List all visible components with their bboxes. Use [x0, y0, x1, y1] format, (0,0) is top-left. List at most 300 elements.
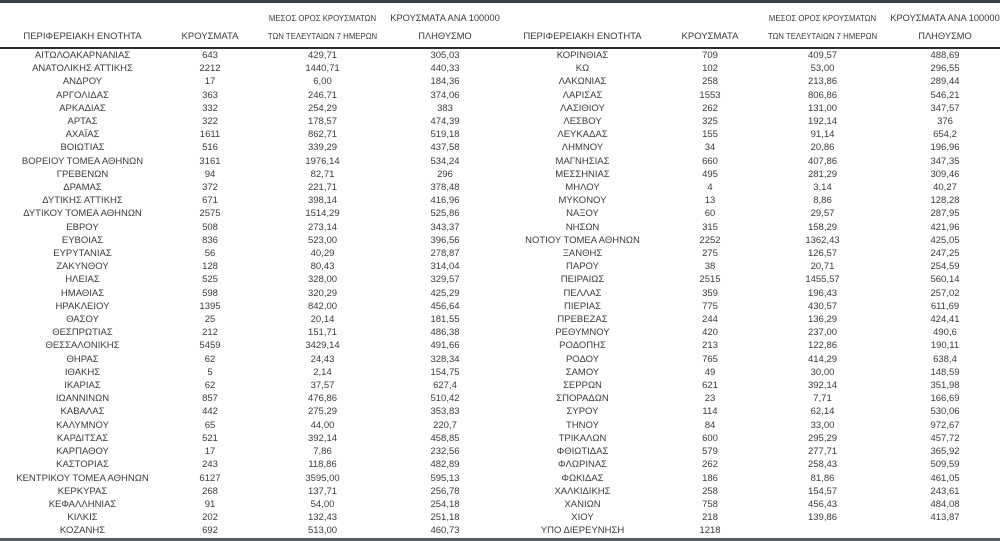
- avg7-value: 132,43: [307, 512, 338, 524]
- header-per100k-line1: ΚΡΟΥΣΜΑΤΑ ΑΝΑ 100000: [390, 13, 500, 23]
- table-row: [0, 392, 500, 405]
- per100k-value: 376: [937, 116, 953, 128]
- table-row: [0, 472, 500, 485]
- cases-value: 5: [207, 366, 213, 378]
- avg7-value: 1514,29: [305, 208, 340, 220]
- per100k-value: 421,96: [930, 221, 960, 233]
- per100k-value: 328,34: [430, 353, 460, 365]
- region-name: ΤΗΝΟΥ: [566, 419, 599, 431]
- avg7-value: 158,29: [807, 221, 838, 233]
- per100k-value: 148,59: [930, 366, 960, 378]
- region-name: ΜΑΓΝΗΣΙΑΣ: [555, 155, 610, 167]
- avg7-value: [755, 524, 890, 537]
- cases-value: 857: [202, 393, 218, 405]
- table-row: [500, 207, 1000, 220]
- region-name: ΗΜΑΘΙΑΣ: [60, 287, 105, 299]
- avg7-value: 131,00: [807, 102, 838, 114]
- region-name: ΚΑΛΥΜΝΟΥ: [56, 419, 109, 431]
- left-table-panel: [0, 3, 500, 538]
- per100k-value: 488,69: [930, 50, 960, 61]
- per100k-value: 486,38: [430, 327, 460, 339]
- region-name: ΘΕΣΣΑΛΟΝΙΚΗΣ: [45, 340, 120, 352]
- cases-value: 91: [204, 498, 216, 510]
- cases-value: 62: [204, 353, 216, 365]
- cases-table-left: [0, 3, 500, 538]
- region-name: ΠΑΡΟΥ: [566, 261, 599, 273]
- cases-table-right: [500, 3, 1000, 538]
- cases-value: 758: [702, 498, 718, 510]
- region-name: ΤΡΙΚΑΛΩΝ: [558, 432, 607, 444]
- table-row: [500, 287, 1000, 300]
- region-name: ΝΑΞΟΥ: [566, 208, 599, 220]
- avg7-value: 842,00: [307, 300, 338, 312]
- per100k-value: 424,41: [930, 314, 960, 326]
- table-row: [0, 155, 500, 168]
- cases-value: 692: [202, 525, 218, 537]
- table-row: [0, 524, 500, 537]
- region-name: ΧΑΛΚΙΔΙΚΗΣ: [554, 485, 611, 497]
- region-name: ΝΗΣΩΝ: [565, 221, 600, 233]
- per100k-value: 525,86: [430, 208, 460, 220]
- table-row: [500, 458, 1000, 471]
- cases-value: 598: [202, 287, 218, 299]
- cases-value: 258: [702, 76, 718, 88]
- cases-value: 218: [702, 512, 718, 524]
- region-name: ΒΟΙΩΤΙΑΣ: [60, 142, 105, 154]
- per100k-value: 314,04: [430, 261, 460, 273]
- region-name: ΘΕΣΠΡΩΤΙΑΣ: [52, 327, 113, 339]
- cases-value: 525: [202, 274, 218, 286]
- table-row: [500, 419, 1000, 432]
- per100k-value: 154,75: [430, 366, 460, 378]
- per100k-value: 474,39: [430, 116, 460, 128]
- region-name: ΔΡΑΜΑΣ: [63, 182, 102, 194]
- per100k-value: 654,2: [933, 129, 957, 141]
- avg7-value: 53,00: [810, 63, 835, 75]
- cases-value: 1395: [199, 300, 221, 312]
- table-row: [0, 326, 500, 339]
- per100k-value: 627,4: [433, 380, 457, 392]
- avg7-value: 414,29: [807, 353, 838, 365]
- avg7-value: 8,86: [813, 195, 832, 207]
- cases-value: 60: [704, 208, 716, 220]
- table-row: [500, 366, 1000, 379]
- region-name: ΠΙΕΡΙΑΣ: [563, 300, 602, 312]
- cases-value: 621: [702, 380, 718, 392]
- table-row: [500, 128, 1000, 141]
- region-name: ΚΑΣΤΟΡΙΑΣ: [56, 459, 109, 471]
- cases-value: 65: [204, 419, 216, 431]
- cases-value: 102: [702, 63, 718, 75]
- per100k-value: 247,25: [930, 248, 960, 260]
- region-name: ΓΡΕΒΕΝΩΝ: [56, 168, 109, 180]
- cases-value: 62: [204, 380, 216, 392]
- region-name: ΡΟΔΟΥ: [565, 353, 600, 365]
- cases-value: 213: [702, 340, 718, 352]
- cases-value: 775: [702, 300, 718, 312]
- per100k-value: 491,66: [430, 340, 460, 352]
- table-row: [0, 128, 500, 141]
- avg7-value: 154,57: [807, 485, 838, 497]
- header-avg7-line1: ΜΕΣΟΣ ΟΡΟΣ ΚΡΟΥΣΜΑΤΩΝ: [768, 14, 877, 23]
- avg7-value: 33,00: [810, 419, 835, 431]
- region-name: ΙΚΑΡΙΑΣ: [64, 380, 101, 392]
- cases-value: 262: [702, 459, 718, 471]
- per100k-value: 40,27: [933, 182, 957, 194]
- per100k-value: 460,73: [430, 525, 460, 537]
- avg7-value: 37,57: [310, 380, 335, 392]
- cases-value: 363: [202, 89, 218, 101]
- table-row: [0, 458, 500, 471]
- per100k-value: 309,46: [930, 168, 960, 180]
- per100k-value: 351,98: [930, 380, 960, 392]
- region-name: ΑΡΤΑΣ: [67, 116, 98, 128]
- header-avg7-label: [268, 14, 377, 41]
- cases-value: 49: [704, 366, 716, 378]
- cases-value: 1553: [699, 89, 721, 101]
- per100k-value: 184,36: [430, 76, 460, 88]
- per100k-value: 166,69: [930, 393, 960, 405]
- cases-value: 3161: [199, 155, 221, 167]
- table-row: [500, 75, 1000, 88]
- avg7-value: 409,57: [807, 50, 838, 61]
- per100k-value: 305,03: [430, 50, 460, 61]
- table-row: [500, 511, 1000, 524]
- table-row: [500, 141, 1000, 154]
- per100k-value: 611,69: [930, 300, 960, 312]
- region-name: ΘΗΡΑΣ: [66, 353, 99, 365]
- table-row: [500, 260, 1000, 273]
- per100k-value: 251,18: [430, 512, 460, 524]
- table-row: [500, 485, 1000, 498]
- table-row: [500, 392, 1000, 405]
- per100k-value: 425,29: [430, 287, 460, 299]
- cases-value: 186: [702, 472, 718, 484]
- cases-value: 23: [704, 393, 716, 405]
- per100k-value: 560,14: [930, 274, 960, 286]
- region-name: ΚΕΡΚΥΡΑΣ: [57, 485, 108, 497]
- region-name: ΛΗΜΝΟΥ: [561, 142, 604, 154]
- region-name: ΕΒΡΟΥ: [66, 221, 99, 233]
- per100k-value: 296,55: [930, 63, 960, 75]
- avg7-value: 281,29: [807, 168, 838, 180]
- table-row: [0, 168, 500, 181]
- header-row: [500, 3, 1000, 48]
- region-name: ΣΑΜΟΥ: [565, 366, 600, 378]
- avg7-value: 20,71: [810, 261, 835, 273]
- header-cases-label: ΚΡΟΥΣΜΑΤΑ: [681, 31, 739, 42]
- cases-value: 17: [204, 446, 216, 458]
- cases-value: 1611: [199, 129, 221, 141]
- region-name: ΗΡΑΚΛΕΙΟΥ: [55, 300, 110, 312]
- table-row: [0, 405, 500, 418]
- table-row: [0, 366, 500, 379]
- avg7-value: 91,14: [810, 129, 835, 141]
- table-row: [0, 379, 500, 392]
- per100k-value: 343,37: [430, 221, 460, 233]
- table-header-right: [500, 3, 1000, 48]
- cases-value: 579: [702, 446, 718, 458]
- cases-value: 836: [202, 234, 218, 246]
- per100k-value: 296: [437, 168, 453, 180]
- cases-value: 4: [707, 182, 713, 194]
- per100k-value: 509,59: [930, 459, 960, 471]
- per100k-value: 413,87: [930, 512, 960, 524]
- avg7-value: 1440,71: [305, 63, 340, 75]
- cases-value: 25: [204, 314, 216, 326]
- header-cases-label: ΚΡΟΥΣΜΑΤΑ: [181, 31, 239, 42]
- region-name: ΣΠΟΡΑΔΩΝ: [556, 393, 609, 405]
- region-name: ΥΠΟ ΔΙΕΡΕΥΝΗΣΗ: [540, 525, 625, 537]
- table-row: [500, 524, 1000, 537]
- per100k-value: 365,92: [930, 446, 960, 458]
- per100k-value: 278,87: [430, 248, 460, 260]
- per100k-value: 456,64: [430, 300, 460, 312]
- per100k-value: 534,24: [430, 155, 460, 167]
- region-name: ΛΑΚΩΝΙΑΣ: [558, 76, 607, 88]
- cases-value: 262: [702, 102, 718, 114]
- avg7-value: 339,29: [307, 142, 338, 154]
- cases-value: 325: [702, 116, 718, 128]
- cases-value: 268: [202, 485, 218, 497]
- table-row: [500, 62, 1000, 75]
- avg7-value: 1455,57: [805, 274, 840, 286]
- avg7-value: 126,57: [807, 248, 838, 260]
- table-row: [0, 273, 500, 286]
- per100k-value: 196,96: [930, 142, 960, 154]
- table-row: [500, 181, 1000, 194]
- avg7-value: 30,00: [810, 366, 835, 378]
- cases-value: 2575: [199, 208, 221, 220]
- per100k-value: 353,83: [430, 406, 460, 418]
- table-row: [500, 445, 1000, 458]
- cases-value: 315: [702, 221, 718, 233]
- per100k-value: 457,72: [930, 432, 960, 444]
- region-name: ΑΡΚΑΔΙΑΣ: [59, 102, 106, 114]
- region-name: ΛΑΡΙΣΑΣ: [562, 89, 603, 101]
- table-row: [0, 115, 500, 128]
- avg7-value: 178,57: [307, 116, 338, 128]
- region-name: ΛΕΥΚΑΔΑΣ: [557, 129, 608, 141]
- table-row: [500, 89, 1000, 102]
- per100k-value: 347,57: [930, 102, 960, 114]
- per100k-value: 437,58: [430, 142, 460, 154]
- region-name: ΚΑΒΑΛΑΣ: [60, 406, 105, 418]
- per100k-value: 257,02: [930, 287, 960, 299]
- header-per100k-line2: ΠΛΗΘΥΣΜΟ: [418, 31, 472, 41]
- per100k-value: 440,33: [430, 63, 460, 75]
- region-name: ΠΕΛΛΑΣ: [563, 287, 602, 299]
- avg7-value: 151,71: [307, 327, 338, 339]
- avg7-value: 137,71: [307, 485, 338, 497]
- avg7-value: 136,29: [807, 314, 838, 326]
- table-row: [0, 339, 500, 352]
- per100k-value: 425,05: [930, 234, 960, 246]
- per100k-value: 383: [437, 102, 453, 114]
- per100k-value: 396,56: [430, 234, 460, 246]
- avg7-value: 139,86: [807, 512, 838, 524]
- avg7-value: 29,57: [810, 208, 835, 220]
- region-name: ΖΑΚΥΝΘΟΥ: [56, 261, 109, 273]
- avg7-value: 44,00: [310, 419, 335, 431]
- avg7-value: 258,43: [807, 459, 838, 471]
- avg7-value: 24,43: [310, 353, 335, 365]
- table-row: [0, 247, 500, 260]
- per100k-value: 416,96: [430, 195, 460, 207]
- region-name: ΦΩΚΙΔΑΣ: [561, 472, 604, 484]
- table-row: [0, 181, 500, 194]
- region-name: ΦΘΙΩΤΙΔΑΣ: [556, 446, 609, 458]
- table-row: [0, 313, 500, 326]
- region-name: ΚΙΛΚΙΣ: [67, 512, 98, 524]
- avg7-value: 398,14: [307, 195, 338, 207]
- cases-value: 521: [202, 432, 218, 444]
- per100k-value: 972,67: [930, 419, 960, 431]
- table-row: [500, 221, 1000, 234]
- region-name: ΚΩ: [575, 63, 590, 75]
- per100k-value: 181,55: [430, 314, 460, 326]
- table-row: [500, 273, 1000, 286]
- region-name: ΜΕΣΣΗΝΙΑΣ: [555, 168, 610, 180]
- avg7-value: 20,14: [310, 314, 335, 326]
- region-name: ΧΙΟΥ: [571, 512, 594, 524]
- avg7-value: 254,29: [307, 102, 338, 114]
- table-row: [0, 445, 500, 458]
- table-row: [500, 339, 1000, 352]
- per100k-value: [890, 524, 1000, 537]
- table-row: [0, 62, 500, 75]
- cases-value: 128: [202, 261, 218, 273]
- cases-value: 56: [204, 248, 216, 260]
- per100k-value: 461,05: [930, 472, 960, 484]
- region-name: ΑΝΑΤΟΛΙΚΗΣ ΑΤΤΙΚΗΣ: [32, 63, 133, 75]
- per100k-value: 519,18: [430, 129, 460, 141]
- avg7-value: 246,71: [307, 89, 338, 101]
- header-region-label: ΠΕΡΙΦΕΡΕΙΑΚΗ ΕΝΟΤΗΤΑ: [523, 31, 642, 42]
- table-body-right: [500, 48, 1000, 538]
- avg7-value: 20,86: [810, 142, 835, 154]
- cases-value: 258: [702, 485, 718, 497]
- region-name: ΕΥΒΟΙΑΣ: [61, 234, 104, 246]
- avg7-value: 862,71: [307, 129, 338, 141]
- per100k-value: 243,61: [930, 485, 960, 497]
- header-avg7-line2: ΤΩΝ ΤΕΛΕΥΤΑΙΩΝ 7 ΗΜΕΡΩΝ: [767, 32, 878, 41]
- header-region: [0, 3, 165, 48]
- table-row: [0, 48, 500, 62]
- avg7-value: 328,00: [307, 274, 338, 286]
- table-row: [0, 89, 500, 102]
- table-row: [0, 194, 500, 207]
- cases-value: 495: [702, 168, 718, 180]
- table-row: [0, 102, 500, 115]
- avg7-value: 81,86: [810, 472, 835, 484]
- avg7-value: 806,86: [807, 89, 838, 101]
- region-name: ΘΑΣΟΥ: [66, 314, 99, 326]
- per100k-value: 289,44: [930, 76, 960, 88]
- table-row: [500, 326, 1000, 339]
- avg7-value: 221,71: [307, 182, 338, 194]
- header-avg7-line2: ΤΩΝ ΤΕΛΕΥΤΑΙΩΝ 7 ΗΜΕΡΩΝ: [267, 32, 378, 41]
- header-avg7: [755, 3, 890, 48]
- per100k-value: 638,4: [933, 353, 957, 365]
- avg7-value: 54,00: [310, 498, 335, 510]
- avg7-value: 1362,43: [805, 234, 840, 246]
- avg7-value: 3429,14: [305, 340, 340, 352]
- region-name: ΙΘΑΚΗΣ: [64, 366, 101, 378]
- avg7-value: 82,71: [310, 168, 335, 180]
- table-row: [500, 48, 1000, 62]
- region-name: ΚΕΦΑΛΛΗΝΙΑΣ: [48, 498, 117, 510]
- avg7-value: 62,14: [810, 406, 835, 418]
- cases-value: 660: [702, 155, 718, 167]
- avg7-value: 407,86: [807, 155, 838, 167]
- header-avg7-line1: ΜΕΣΟΣ ΟΡΟΣ ΚΡΟΥΣΜΑΤΩΝ: [268, 14, 377, 23]
- cases-value: 709: [702, 50, 718, 61]
- table-row: [0, 141, 500, 154]
- avg7-value: 213,86: [807, 76, 838, 88]
- cases-value: 2515: [699, 274, 721, 286]
- per100k-value: 254,18: [430, 498, 460, 510]
- cases-value: 516: [202, 142, 218, 154]
- avg7-value: 392,14: [807, 380, 838, 392]
- region-name: ΕΥΡΥΤΑΝΙΑΣ: [53, 248, 112, 260]
- region-name: ΞΑΝΘΗΣ: [562, 248, 603, 260]
- cases-value: 322: [202, 116, 218, 128]
- cases-value: 244: [702, 314, 718, 326]
- cases-value: 1218: [699, 525, 721, 537]
- region-name: ΛΑΣΙΘΙΟΥ: [560, 102, 605, 114]
- avg7-value: 295,29: [807, 432, 838, 444]
- region-name: ΣΕΡΡΩΝ: [563, 380, 602, 392]
- cases-value: 442: [202, 406, 218, 418]
- avg7-value: 237,00: [807, 327, 838, 339]
- cases-value: 17: [204, 76, 216, 88]
- avg7-value: 2,14: [313, 366, 332, 378]
- avg7-value: 456,43: [807, 498, 838, 510]
- region-name: ΦΛΩΡΙΝΑΣ: [557, 459, 608, 471]
- right-table-panel: [500, 3, 1000, 538]
- table-row: [0, 207, 500, 220]
- header-per100k-label: [390, 13, 500, 41]
- header-cases: [665, 3, 755, 48]
- table-row: [500, 313, 1000, 326]
- header-cases: [165, 3, 255, 48]
- cases-value: 94: [204, 168, 216, 180]
- avg7-value: 277,71: [807, 446, 838, 458]
- cases-value: 600: [702, 432, 718, 444]
- avg7-value: 320,29: [307, 287, 338, 299]
- table-row: [0, 260, 500, 273]
- table-row: [500, 194, 1000, 207]
- avg7-value: 523,00: [307, 234, 338, 246]
- table-header-left: [0, 3, 500, 48]
- region-name: ΙΩΑΝΝΙΝΩΝ: [55, 393, 110, 405]
- table-row: [500, 432, 1000, 445]
- avg7-value: 513,00: [307, 525, 338, 537]
- header-region: [500, 3, 665, 48]
- cases-value: 671: [202, 195, 218, 207]
- table-row: [500, 247, 1000, 260]
- region-name: ΚΟΖΑΝΗΣ: [59, 525, 106, 537]
- cases-value: 2252: [699, 234, 721, 246]
- table-row: [500, 379, 1000, 392]
- cases-value: 114: [702, 406, 718, 418]
- per100k-value: 329,57: [430, 274, 460, 286]
- avg7-value: 196,43: [807, 287, 838, 299]
- avg7-value: 122,86: [807, 340, 838, 352]
- per100k-value: 595,13: [430, 472, 460, 484]
- per100k-value: 128,28: [930, 195, 960, 207]
